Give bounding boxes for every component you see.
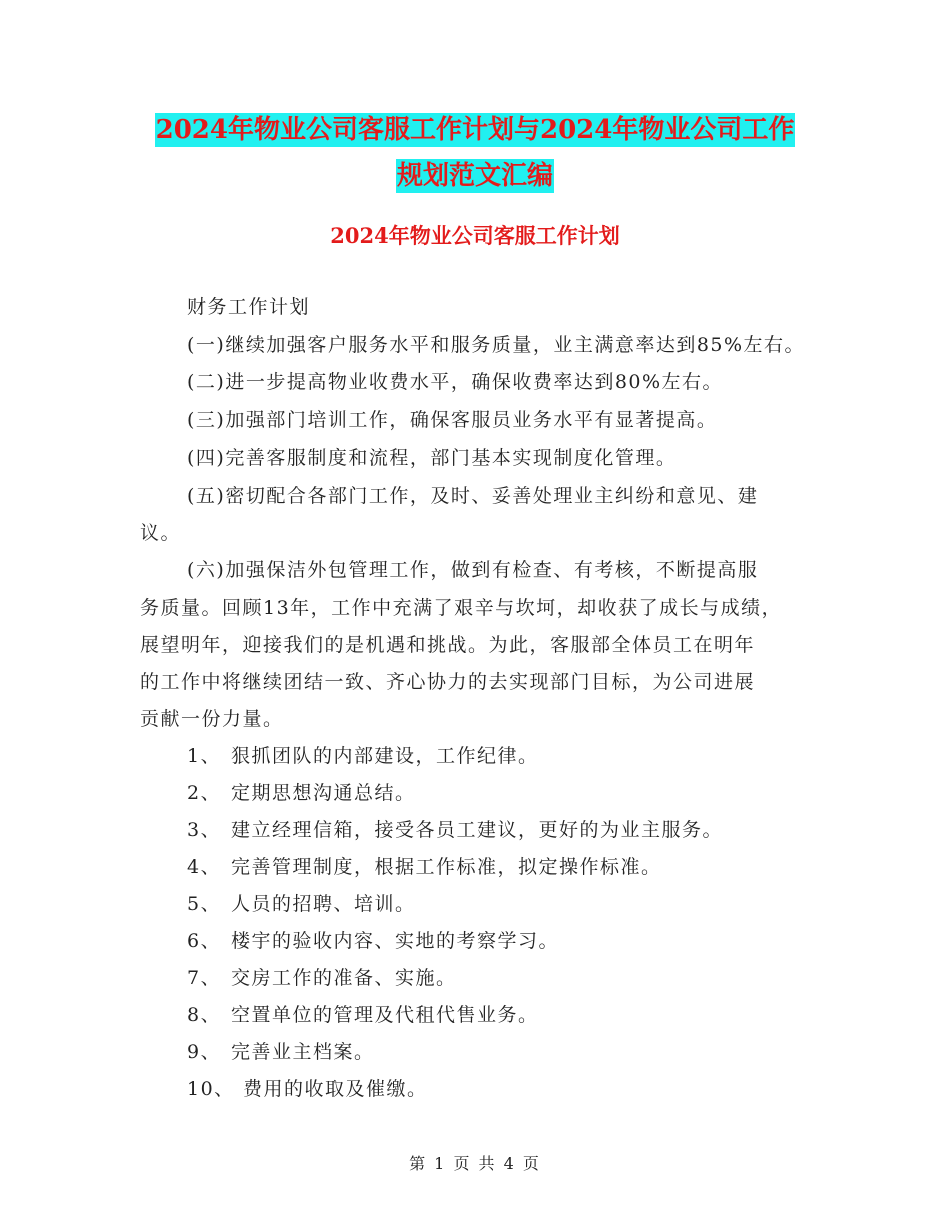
goal-line-3: (三)加强部门培训工作，确保客服员业务水平有显著提高。 xyxy=(187,409,718,431)
task-number: 7、 xyxy=(187,967,222,989)
goal-line-6-cont-4: 贡献一份力量。 xyxy=(140,708,284,730)
task-text: 定期思想沟通总结。 xyxy=(231,782,416,804)
section-title: 2024年物业公司客服工作计划 xyxy=(330,223,620,248)
task-number: 3、 xyxy=(187,819,222,841)
task-text: 楼宇的验收内容、实地的考察学习。 xyxy=(231,930,560,952)
document-title-line-1 xyxy=(0,108,950,152)
task-text: 完善业主档案。 xyxy=(231,1041,375,1063)
goal-line-6-cont-3: 的工作中将继续团结一致、齐心协力的去实现部门目标，为公司进展 xyxy=(140,671,756,693)
task-text: 交房工作的准备、实施。 xyxy=(231,967,457,989)
task-item-4 xyxy=(187,852,662,882)
task-text: 完善管理制度，根据工作标准，拟定操作标准。 xyxy=(231,856,662,878)
task-item-7 xyxy=(187,963,457,993)
task-number: 10、 xyxy=(187,1078,235,1100)
task-item-2 xyxy=(187,778,416,808)
goal-line-5-cont: 议。 xyxy=(140,522,182,544)
task-text: 狠抓团队的内部建设，工作纪律。 xyxy=(231,745,539,767)
goal-line-6-cont-2: 展望明年，迎接我们的是机遇和挑战。为此，客服部全体员工在明年 xyxy=(140,634,756,656)
task-item-8 xyxy=(187,1000,539,1030)
subheading: 财务工作计划 xyxy=(187,296,311,318)
task-item-5 xyxy=(187,889,416,919)
task-number: 5、 xyxy=(187,893,222,915)
goal-line-1: (一)继续加强客户服务水平和服务质量，业主满意率达到85%左右。 xyxy=(187,334,806,356)
task-number: 6、 xyxy=(187,930,222,952)
goal-line-6-cont-1: 务质量。回顾13年，工作中充满了艰辛与坎坷，却收获了成长与成绩， xyxy=(140,597,783,619)
goal-line-5: (五)密切配合各部门工作，及时、妥善处理业主纠纷和意见、建 xyxy=(187,485,759,507)
document-title-line-2 xyxy=(0,154,950,198)
task-item-9 xyxy=(187,1037,375,1067)
task-number: 2、 xyxy=(187,782,222,804)
task-item-6 xyxy=(187,926,559,956)
document-title-line-2-text: 规划范文汇编 xyxy=(396,161,553,191)
page-footer: 第 1 页 共 4 页 xyxy=(409,1154,541,1173)
task-number: 8、 xyxy=(187,1004,222,1026)
goal-line-2: (二)进一步提高物业收费水平，确保收费率达到80%左右。 xyxy=(187,371,724,393)
task-text: 费用的收取及催缴。 xyxy=(243,1078,428,1100)
task-item-10 xyxy=(187,1074,428,1104)
task-text: 人员的招聘、培训。 xyxy=(231,893,416,915)
document-title-line-1-text: 2024年物业公司客服工作计划与2024年物业公司工作 xyxy=(155,115,795,145)
goal-line-6: (六)加强保洁外包管理工作，做到有检查、有考核，不断提高服 xyxy=(187,559,759,581)
task-item-1 xyxy=(187,741,539,771)
task-text: 空置单位的管理及代租代售业务。 xyxy=(231,1004,539,1026)
task-number: 4、 xyxy=(187,856,222,878)
goal-line-4: (四)完善客服制度和流程，部门基本实现制度化管理。 xyxy=(187,447,677,469)
task-item-3 xyxy=(187,815,723,845)
task-number: 9、 xyxy=(187,1041,222,1063)
task-text: 建立经理信箱，接受各员工建议，更好的为业主服务。 xyxy=(231,819,724,841)
task-number: 1、 xyxy=(187,745,222,767)
